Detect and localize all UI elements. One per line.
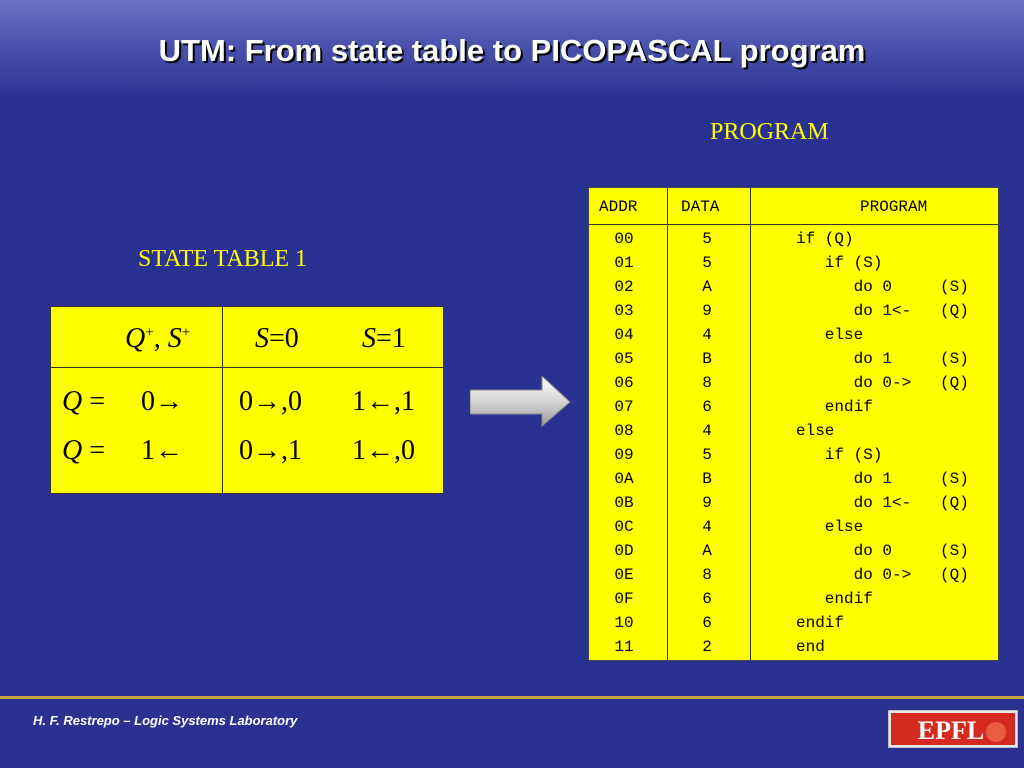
program-row <box>589 373 998 397</box>
footer-credit: H. F. Restrepo – Logic Systems Laboratory <box>33 713 298 728</box>
program-row <box>589 517 998 541</box>
data-cell: 4 <box>702 326 712 344</box>
state-table-corner-header: Q+, S+ <box>125 323 191 354</box>
program-row <box>589 301 998 325</box>
data-cell: B <box>702 350 712 368</box>
code-cell: do 0 (S) <box>796 278 969 296</box>
code-cell: if (Q) <box>796 230 854 248</box>
data-cell: 5 <box>702 254 712 272</box>
program-row <box>589 589 998 613</box>
state-table-cell: 0→,0 <box>239 386 302 417</box>
addr-cell: 09 <box>614 446 634 464</box>
addr-cell: 11 <box>614 638 634 656</box>
data-cell: 5 <box>702 446 712 464</box>
code-cell: end <box>796 638 825 656</box>
program-table <box>588 187 999 661</box>
addr-cell: 06 <box>614 374 634 392</box>
data-cell: A <box>702 278 712 296</box>
addr-cell: 02 <box>614 278 634 296</box>
addr-cell: 0C <box>614 518 634 536</box>
addr-cell: 00 <box>614 230 634 248</box>
state-table-row-state: 1← <box>141 435 183 466</box>
state-table <box>50 306 444 494</box>
program-row <box>589 637 998 661</box>
data-column-header: DATA <box>681 198 720 216</box>
addr-column-header: ADDR <box>599 198 638 216</box>
data-cell: 2 <box>702 638 712 656</box>
code-cell: do 0-> (Q) <box>796 566 969 584</box>
state-table-label: STATE TABLE 1 <box>138 246 308 272</box>
addr-cell: 01 <box>614 254 634 272</box>
addr-cell: 04 <box>614 326 634 344</box>
program-row <box>589 493 998 517</box>
code-cell: do 0 (S) <box>796 542 969 560</box>
addr-cell: 0A <box>614 470 634 488</box>
data-cell: 4 <box>702 518 712 536</box>
footer-divider <box>0 696 1024 699</box>
program-row <box>589 613 998 637</box>
code-cell: do 1<- (Q) <box>796 302 969 320</box>
epfl-logo-icon <box>888 710 1018 748</box>
program-row <box>589 445 998 469</box>
data-cell: A <box>702 542 712 560</box>
state-table-row-label: Q = <box>62 435 106 466</box>
addr-cell: 10 <box>614 614 634 632</box>
code-cell: do 1 (S) <box>796 350 969 368</box>
program-row <box>589 229 998 253</box>
state-table-cell: 1←,1 <box>352 386 415 417</box>
state-table-cell: 1←,0 <box>352 435 415 466</box>
state-table-row-label: Q = <box>62 386 106 417</box>
program-column-header: PROGRAM <box>860 198 928 216</box>
program-row <box>589 349 998 373</box>
program-row <box>589 565 998 589</box>
addr-cell: 08 <box>614 422 634 440</box>
addr-cell: 03 <box>614 302 634 320</box>
program-row <box>589 397 998 421</box>
data-cell: 6 <box>702 398 712 416</box>
code-cell: endif <box>796 590 873 608</box>
addr-cell: 0E <box>614 566 634 584</box>
logo-text: EPFL <box>917 716 985 745</box>
code-cell: do 1 (S) <box>796 470 969 488</box>
program-rows <box>589 229 998 661</box>
addr-cell: 0B <box>614 494 634 512</box>
code-cell: if (S) <box>796 446 883 464</box>
data-cell: 5 <box>702 230 712 248</box>
code-cell: if (S) <box>796 254 883 272</box>
program-label: PROGRAM <box>710 119 829 145</box>
state-table-header-s1: S=1 <box>362 323 406 354</box>
code-cell: endif <box>796 398 873 416</box>
state-table-cell: 0→,1 <box>239 435 302 466</box>
code-cell: else <box>796 518 864 536</box>
state-table-row-state: 0→ <box>141 386 183 417</box>
code-cell: endif <box>796 614 845 632</box>
program-row <box>589 421 998 445</box>
program-row <box>589 541 998 565</box>
code-cell: do 0-> (Q) <box>796 374 969 392</box>
right-arrow-icon <box>470 376 572 428</box>
code-cell: else <box>796 326 864 344</box>
state-table-header-divider <box>51 367 443 368</box>
data-cell: B <box>702 470 712 488</box>
data-cell: 9 <box>702 494 712 512</box>
slide-title: UTM: From state table to PICOPASCAL program <box>158 33 866 68</box>
addr-cell: 0F <box>614 590 634 608</box>
data-cell: 6 <box>702 590 712 608</box>
program-row <box>589 253 998 277</box>
program-row <box>589 325 998 349</box>
data-cell: 9 <box>702 302 712 320</box>
code-cell: do 1<- (Q) <box>796 494 969 512</box>
program-row <box>589 277 998 301</box>
code-cell: else <box>796 422 835 440</box>
data-cell: 6 <box>702 614 712 632</box>
program-table-header-divider <box>589 224 998 225</box>
state-table-header-s0: S=0 <box>255 323 299 354</box>
addr-cell: 05 <box>614 350 634 368</box>
addr-cell: 07 <box>614 398 634 416</box>
data-cell: 8 <box>702 566 712 584</box>
state-table-divider <box>222 307 223 493</box>
data-cell: 4 <box>702 422 712 440</box>
program-row <box>589 469 998 493</box>
addr-cell: 0D <box>614 542 634 560</box>
data-cell: 8 <box>702 374 712 392</box>
